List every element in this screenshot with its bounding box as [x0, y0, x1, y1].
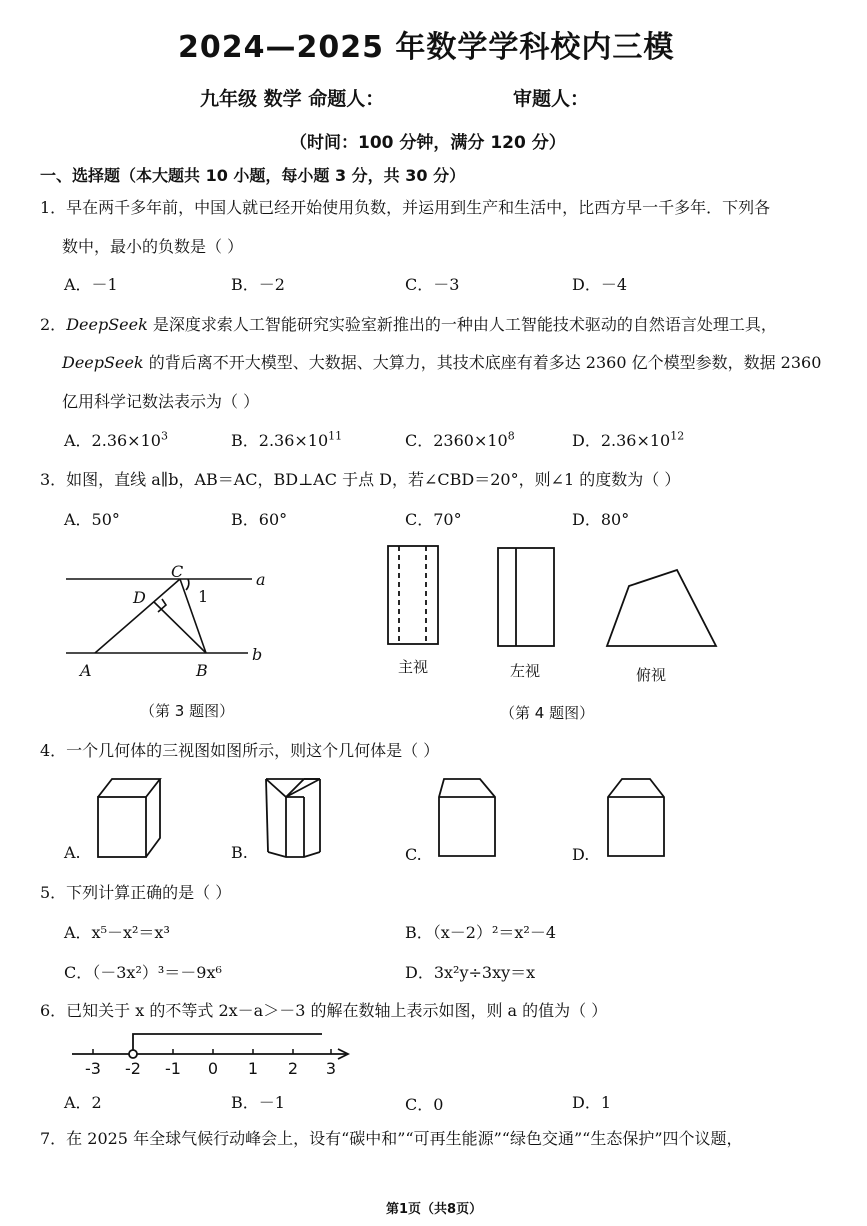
- q6-line: 6．已知关于 x 的不等式 2x－a＞－3 的解在数轴上表示如图，则 a 的值为（ ）: [40, 1001, 608, 1020]
- tick-label: -3: [85, 1059, 101, 1078]
- q2-option-b-exp: 11: [328, 429, 343, 443]
- q2-brand-1: DeepSeek: [66, 315, 148, 334]
- q1-line1: 1．早在两千多年前，中国人就已经开始使用负数，并运用到生产和生活中，比西方早一千多年．下列各: [40, 198, 771, 217]
- label-A: A: [80, 661, 92, 680]
- label-B: B: [196, 661, 208, 680]
- label-C: C: [171, 562, 184, 581]
- tick-label: 1: [247, 1059, 259, 1078]
- q3-option-d: D．80°: [572, 510, 630, 529]
- q4-line: 4．一个几何体的三视图如图所示，则这个几何体是（ ）: [40, 741, 440, 760]
- q4-caption: （第 4 题图）: [500, 704, 595, 722]
- q1-option-b: B．－2: [231, 275, 285, 294]
- q6-option-d: D．1: [572, 1093, 612, 1112]
- q3-line: 3．如图，直线 a∥b，AB＝AC，BD⊥AC 于点 D，若∠CBD＝20°，则∠1 的度数为（ ）: [40, 470, 681, 489]
- q4-front-label: 主视: [398, 658, 429, 676]
- label-1: 1: [198, 587, 209, 606]
- q2-line3: 亿用科学记数法表示为（ ）: [62, 392, 260, 411]
- q6-option-c: C．0: [405, 1095, 444, 1114]
- q2-brand-2: DeepSeek: [62, 353, 144, 372]
- q5-option-b: B．（x－2）²＝x²－4: [405, 923, 556, 942]
- q4-option-b: B.: [231, 843, 248, 862]
- q5-line: 5．下列计算正确的是（ ）: [40, 883, 232, 902]
- tick-label: 3: [325, 1059, 337, 1078]
- page-footer: 第1页（共8页）: [386, 1202, 483, 1217]
- grade-line-left: 九年级 数学 命题人：: [200, 88, 385, 110]
- q5-option-c: C．（－3x²）³＝－9x⁶: [64, 963, 222, 982]
- q3-option-c: C．70°: [405, 510, 462, 529]
- q4-option-d: D.: [572, 845, 590, 864]
- q1-line2: 数中，最小的负数是（ ）: [62, 237, 244, 256]
- q3-option-a: A．50°: [64, 510, 120, 529]
- q3-option-b: B．60°: [231, 510, 288, 529]
- q4-left-label: 左视: [510, 662, 541, 680]
- q2-option-c-exp: 8: [507, 429, 515, 443]
- q1-option-a: A．－1: [64, 275, 118, 294]
- q7-line: 7．在 2025 年全球气候行动峰会上，设有“碳中和”“可再生能源”“绿色交通”“生态保护”四个议题，: [40, 1129, 743, 1148]
- tick-label: -1: [165, 1059, 181, 1078]
- q6-option-b: B．－1: [231, 1093, 285, 1112]
- label-b: b: [252, 645, 263, 664]
- q5-option-d: D．3x²y÷3xy＝x: [405, 963, 536, 982]
- q1-option-c: C．－3: [405, 275, 460, 294]
- q4-option-c: C.: [405, 845, 422, 864]
- q2-option-c-base: C．2360×10: [405, 431, 508, 450]
- q2-option-a-exp: 3: [160, 429, 168, 443]
- q2-option-d-exp: 12: [670, 429, 685, 443]
- q4-top-label: 俯视: [636, 666, 667, 684]
- section-heading: 一、选择题（本大题共 10 小题，每小题 3 分，共 30 分）: [40, 166, 466, 185]
- q2-line2-rest: 的背后离不开大模型、大数据、大算力，其技术底座有着多达 2360 亿个模型参数，数据 2360: [143, 353, 822, 372]
- q2-option-d-base: D．2.36×10: [572, 431, 671, 450]
- q1-option-d: D．－4: [572, 275, 628, 294]
- tick-label: 2: [287, 1059, 299, 1078]
- tick-label: 0: [207, 1059, 219, 1078]
- q6-option-a: A．2: [64, 1093, 102, 1112]
- q3-caption: （第 3 题图）: [140, 702, 235, 720]
- tick-label: -2: [125, 1059, 141, 1078]
- q2-number: 2．: [40, 315, 67, 334]
- q5-option-a: A．x⁵－x²＝x³: [64, 923, 170, 942]
- q2-line1-rest: 是深度求索人工智能研究实验室新推出的一种由人工智能技术驱动的自然语言处理工具，: [147, 315, 777, 334]
- label-D: D: [133, 588, 146, 607]
- grade-line-right: 审题人：: [513, 88, 590, 110]
- time-line: （时间：100 分钟，满分 120 分）: [290, 133, 566, 153]
- open-point: [129, 1050, 137, 1058]
- label-a: a: [256, 570, 266, 589]
- q2-option-a-base: A．2.36×10: [64, 431, 161, 450]
- q4-option-a: A.: [64, 843, 81, 862]
- exam-title: 2024—2025 年数学学科校内三模: [178, 30, 675, 65]
- q2-option-b-base: B．2.36×10: [231, 431, 329, 450]
